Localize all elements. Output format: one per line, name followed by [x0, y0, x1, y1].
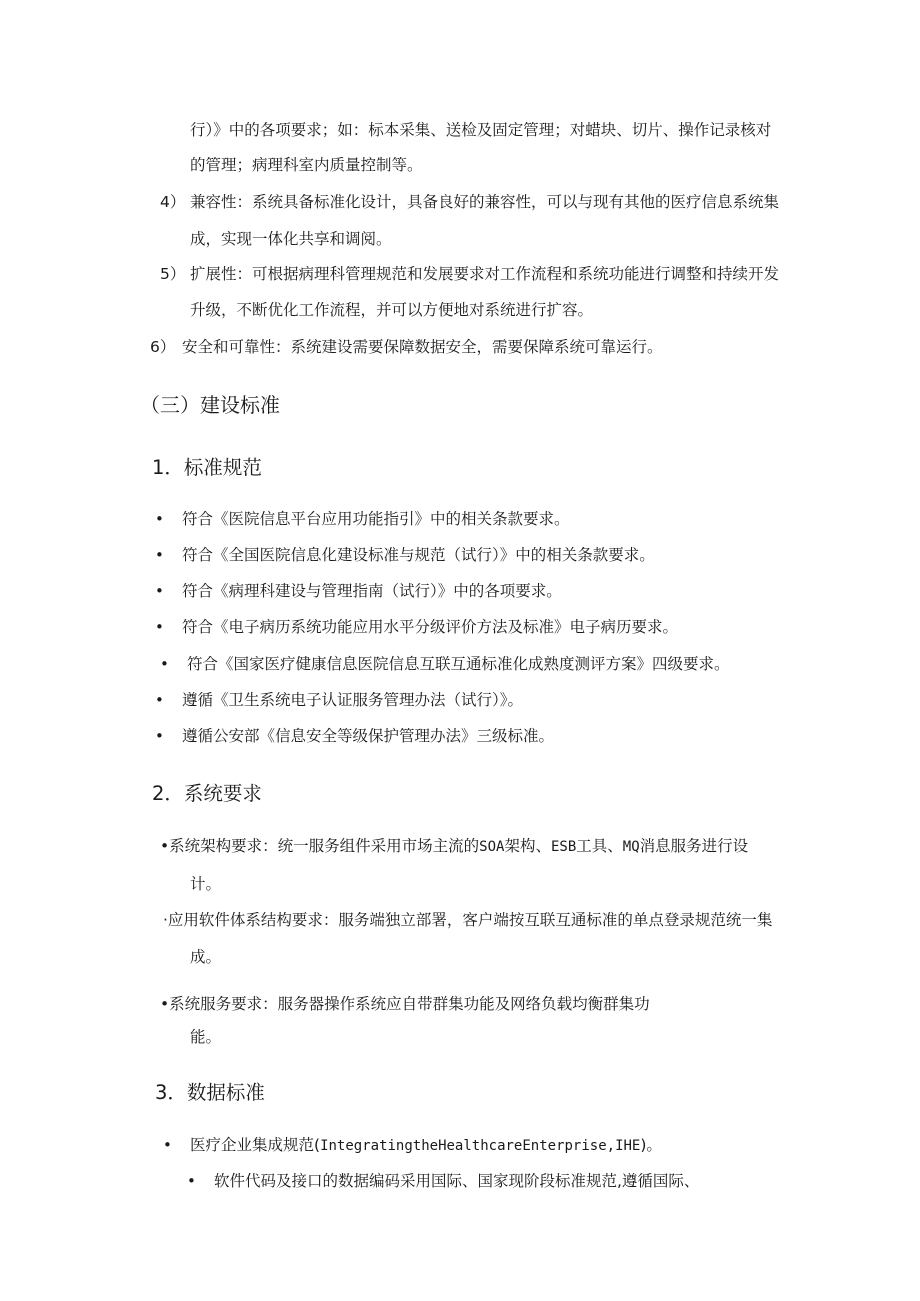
sub1-item-1: 符合《医院信息平台应用功能指引》中的相关条款要求。	[182, 510, 570, 528]
sub2-item-1-mid1: 架构、	[504, 837, 551, 855]
bullet-icon: •	[155, 582, 164, 600]
sub1-item-6: 遵循《卫生系统电子认证服务管理办法（试行）》。	[182, 691, 524, 709]
sub2-heading: 2．系统要求	[152, 782, 262, 805]
sub3-item-2: 软件代码及接口的数据编码采用国际、国家现阶段标准规范,遵循国际、	[214, 1172, 700, 1190]
bullet-icon: •	[155, 546, 164, 564]
sub3-item-1-prefix: 医疗企业集成规范(	[190, 1136, 321, 1154]
sub1-item-5: 符合《国家医疗健康信息医院信息互联互通标准化成熟度测评方案》四级要求。	[187, 655, 730, 673]
sub1-heading: 1．标准规范	[152, 456, 262, 479]
sub2-item-1-mid2: 工具、	[576, 837, 623, 855]
sub2-item-1-line-1	[160, 836, 748, 857]
sub3-heading: 3．数据标准	[155, 1081, 265, 1104]
numbered-item-4-number: 4）	[160, 193, 186, 211]
continuation-line-2: 的管理；病理科室内质量控制等。	[190, 156, 423, 174]
numbered-item-4-line-2: 成，实现一体化共享和调阅。	[190, 230, 392, 248]
continuation-line-1: 行）》中的各项要求；如：标本采集、送检及固定管理；对蜡块、切片、操作记录核对	[190, 121, 772, 139]
ihe-text: IntegratingtheHealthcareEnterprise,IHE	[320, 1138, 641, 1154]
numbered-item-5-number: 5）	[160, 265, 186, 283]
bullet-icon: •	[155, 691, 164, 709]
sub3-item-1	[190, 1135, 662, 1156]
sub2-item-1-rest: 消息服务进行设	[639, 837, 749, 855]
sub2-item-3-line-2: 能。	[190, 1028, 222, 1046]
soa-text: SOA	[479, 839, 505, 855]
sub2-item-2-line-2: 成。	[190, 948, 222, 966]
bullet-icon: •	[160, 655, 169, 673]
numbered-item-5-line-2: 升级，不断优化工作流程，并可以方便地对系统进行扩容。	[190, 301, 594, 319]
sub2-item-1-line-2: 计。	[190, 875, 222, 893]
bullet-icon: •	[155, 618, 164, 636]
sub3-item-1-suffix: )。	[640, 1136, 662, 1154]
mq-text: MQ	[622, 839, 640, 855]
sub1-item-4: 符合《电子病历系统功能应用水平分级评价方法及标准》电子病历要求。	[182, 618, 679, 636]
numbered-item-6-number: 6）	[150, 338, 176, 356]
bullet-icon: •	[163, 1136, 172, 1154]
esb-text: ESB	[550, 839, 577, 855]
numbered-item-5-line-1: 扩展性：可根据病理科管理规范和发展要求对工作流程和系统功能进行调整和持续开发	[190, 265, 780, 283]
sub2-item-2-line-1: ·应用软件体系结构要求：服务端独立部署，客户端按互联互通标准的单点登录规范统一集	[163, 911, 773, 929]
bullet-icon: •	[155, 727, 164, 745]
numbered-item-4-line-1: 兼容性：系统具备标准化设计，具备良好的兼容性，可以与现有其他的医疗信息系统集	[190, 193, 780, 211]
sub1-item-2: 符合《全国医院信息化建设标准与规范（试行）》中的相关条款要求。	[182, 546, 655, 564]
section-heading: （三）建设标准	[140, 393, 280, 417]
sub1-item-3: 符合《病理科建设与管理指南（试行）》中的各项要求。	[182, 582, 562, 600]
numbered-item-6-line-1: 安全和可靠性：系统建设需要保障数据安全，需要保障系统可靠运行。	[182, 338, 663, 356]
bullet-icon: •	[187, 1172, 196, 1190]
sub2-item-3-line-1: •系统服务要求：服务器操作系统应自带群集功能及网络负载均衡群集功	[160, 995, 650, 1013]
sub1-item-7: 遵循公安部《信息安全等级保护管理办法》三级标准。	[182, 727, 555, 745]
sub2-item-1-prefix: •系统架构要求：统一服务组件采用市场主流的	[160, 837, 480, 855]
bullet-icon: •	[155, 510, 164, 528]
